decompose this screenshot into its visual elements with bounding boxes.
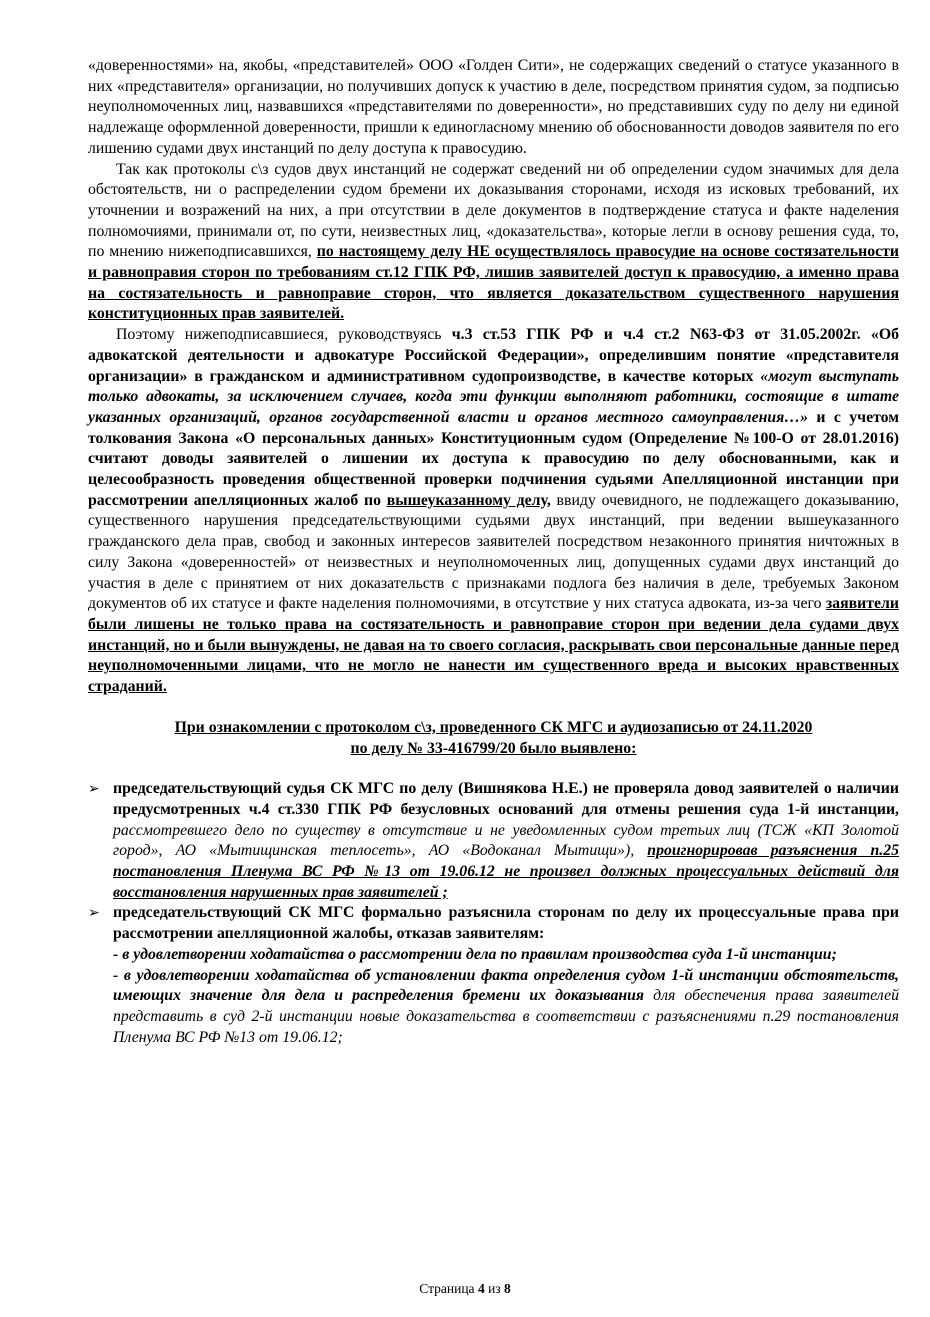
- paragraph-text: Поэтому нижеподписавшиеся, руководствуясь: [116, 326, 442, 344]
- heading-line-1: При ознакомлении с протоколом с\з, проведенного СК МГС и аудиозаписью от 24.11.2020: [174, 718, 813, 736]
- arrow-bullet-icon: ➢: [88, 781, 100, 798]
- page-total: 8: [504, 1281, 511, 1296]
- arrow-bullet-icon: ➢: [88, 905, 100, 922]
- paragraph-1: [88, 56, 899, 160]
- emphasis-text: проигнорировав разъяснения п.25 постановления Пленума ВС РФ №13 от 19.06.12 не произвел должных процессуальных действий для восстановления нарушенных прав заявителей ;: [113, 842, 899, 901]
- paragraph-text: ввиду очевидного, не подлежащего доказыванию, существенного нарушения председательствующими судьями двух инстанций, при ведении вышеуказанного гражданского дела прав, свобод и законных интересов заявителей посредством незаконного принятия ничтожных в силу Закона «доверенностей» от неизвестных и неуполномоченных лиц, допущенных судами двух инстанций до участия в деле с принятием от них доказательств с признаками подлога без наличия в деле, требуемых Законом документов об их статусе и факте наделения полномочиями, в отсутствие у них статуса адвоката, из-за чего: [88, 491, 900, 613]
- bold-text: председательствующий СК МГС формально разъяснила сторонам по делу их процессуальные права при рассмотрении апелляционной жалобы, отказав заявителям:: [113, 904, 899, 943]
- page-number: 4: [477, 1281, 485, 1296]
- document-body: [88, 56, 899, 1048]
- emphasis-text: вышеуказанному делу,: [386, 491, 551, 509]
- emphasis-text: заявители были лишены не только права на состязательность и равноправие сторон при ведении дела судами двух инстанций, но и были вынуждены, не давая на то своего согласия, раскрывать свои персональные данные перед неуполномоченными лицами, что не могло не нанести им существенного вреда и высоких нравственных страданий.: [88, 595, 899, 696]
- bold-text: и с учетом толкования Закона «О персональных данных» Конституционным судом (Определение №100-О от 28.01.2016) считают доводы заявителей о лишении их доступа к правосудию по делу обоснованными, как и целесообразность проведения общественной проверки подчинения судьями Апелляционной инстанции при рассмотрении апелляционных жалоб по: [88, 408, 899, 509]
- bold-text: председательствующий судья СК МГС по делу (Вишнякова Н.Е.) не проверяла довод заявителей о наличии предусмотренных ч.4 ст.330 ГПК РФ безусловных оснований для отмены решения суда 1-й инстанции,: [113, 780, 899, 818]
- paragraph-2: [88, 160, 899, 326]
- footer-separator: из: [488, 1281, 501, 1296]
- list-item: [88, 903, 899, 1048]
- sub-item: [113, 945, 899, 966]
- italic-text: рассмотревшего дело по существу в отсутствие и не уведомленных судом третьих лиц (ТСЖ «КП Золотой город», АО «Мытищинская теплосеть», АО «Водоканал Мытищи»),: [113, 821, 899, 860]
- list-item: [88, 779, 899, 903]
- bold-italic-text: - в удовлетворении ходатайства об установлении факта определения судом 1-й инстанции обстоятельств, имеющих значение для дела и распределения бремени их доказывания: [113, 966, 899, 1005]
- italic-text: для обеспечения права заявителей представить в суд 2-й инстанции новые доказательства в соответствии с разъяснениями п.29 постановления Пленума ВС РФ №13 от 19.06.12;: [113, 987, 899, 1046]
- paragraph-text: Так как протоколы с\з судов двух инстанций не содержат сведений ни об определении судом значимых для дела обстоятельств, ни о распределении судом бремени их доказывания сторонами, исходя из исковых требований, их уточнении и возражений на них, а при отсутствии в деле документов в подтверждение статуса и факте наделения полномочиями, принимали от, по сути, неизвестных лиц, «доказательства», которые легли в основу решения суда, то, по мнению нижеподписавшихся,: [88, 160, 899, 261]
- bold-text: ч.3 ст.53 ГПК РФ и ч.4 ст.2 N63-ФЗ от 31.05.2002г. «Об адвокатской деятельности и адвокатуре Российской Федерации», определившим понятие «представителя организации» в гражданском и административном судопроизводстве, в качестве которых: [88, 326, 900, 385]
- footer-prefix: Страница: [419, 1281, 475, 1296]
- emphasis-text: по настоящему делу НЕ осуществлялось правосудие на основе состязательности и равноправия сторон по требованиям ст.12 ГПК РФ, лишив заявителей доступ к правосудию, а именно права на состязательность и равноправие сторон, что является доказательством существенного нарушения конституционных прав заявителей.: [88, 243, 899, 323]
- sub-item: [113, 966, 899, 1049]
- heading-line-2: по делу № 33-416799/20 было выявлено:: [350, 739, 637, 757]
- section-heading: [88, 718, 899, 759]
- paragraph-3: [88, 325, 899, 698]
- quote-text: «могут выступать только адвокаты, за исключением случаев, когда эти функции выполняют работники, состоящие в штате указанных организаций, органов государственной власти и органов местного самоуправления…»: [88, 367, 899, 426]
- findings-list: [88, 779, 899, 1048]
- page-footer: [0, 1279, 930, 1300]
- bold-italic-text: - в удовлетворении ходатайства о рассмотрении дела по правилам производства суда 1-й инстанции;: [113, 945, 837, 963]
- paragraph-text: «доверенностями» на, якобы, «представителей» ООО «Голден Сити», не содержащих сведений о статусе указанного в них «представителя» организации, но получивших допуск к участию в деле, посредством принятия судом, за подписью неуполномоченных лиц, назвавшихся «представителями по доверенности», но представивших суду по делу ни единой надлежаще оформленной доверенности, пришли к единогласному мнению об обоснованности доводов заявителя по его лишению судами двух инстанций по делу доступа к правосудию.: [88, 57, 899, 157]
